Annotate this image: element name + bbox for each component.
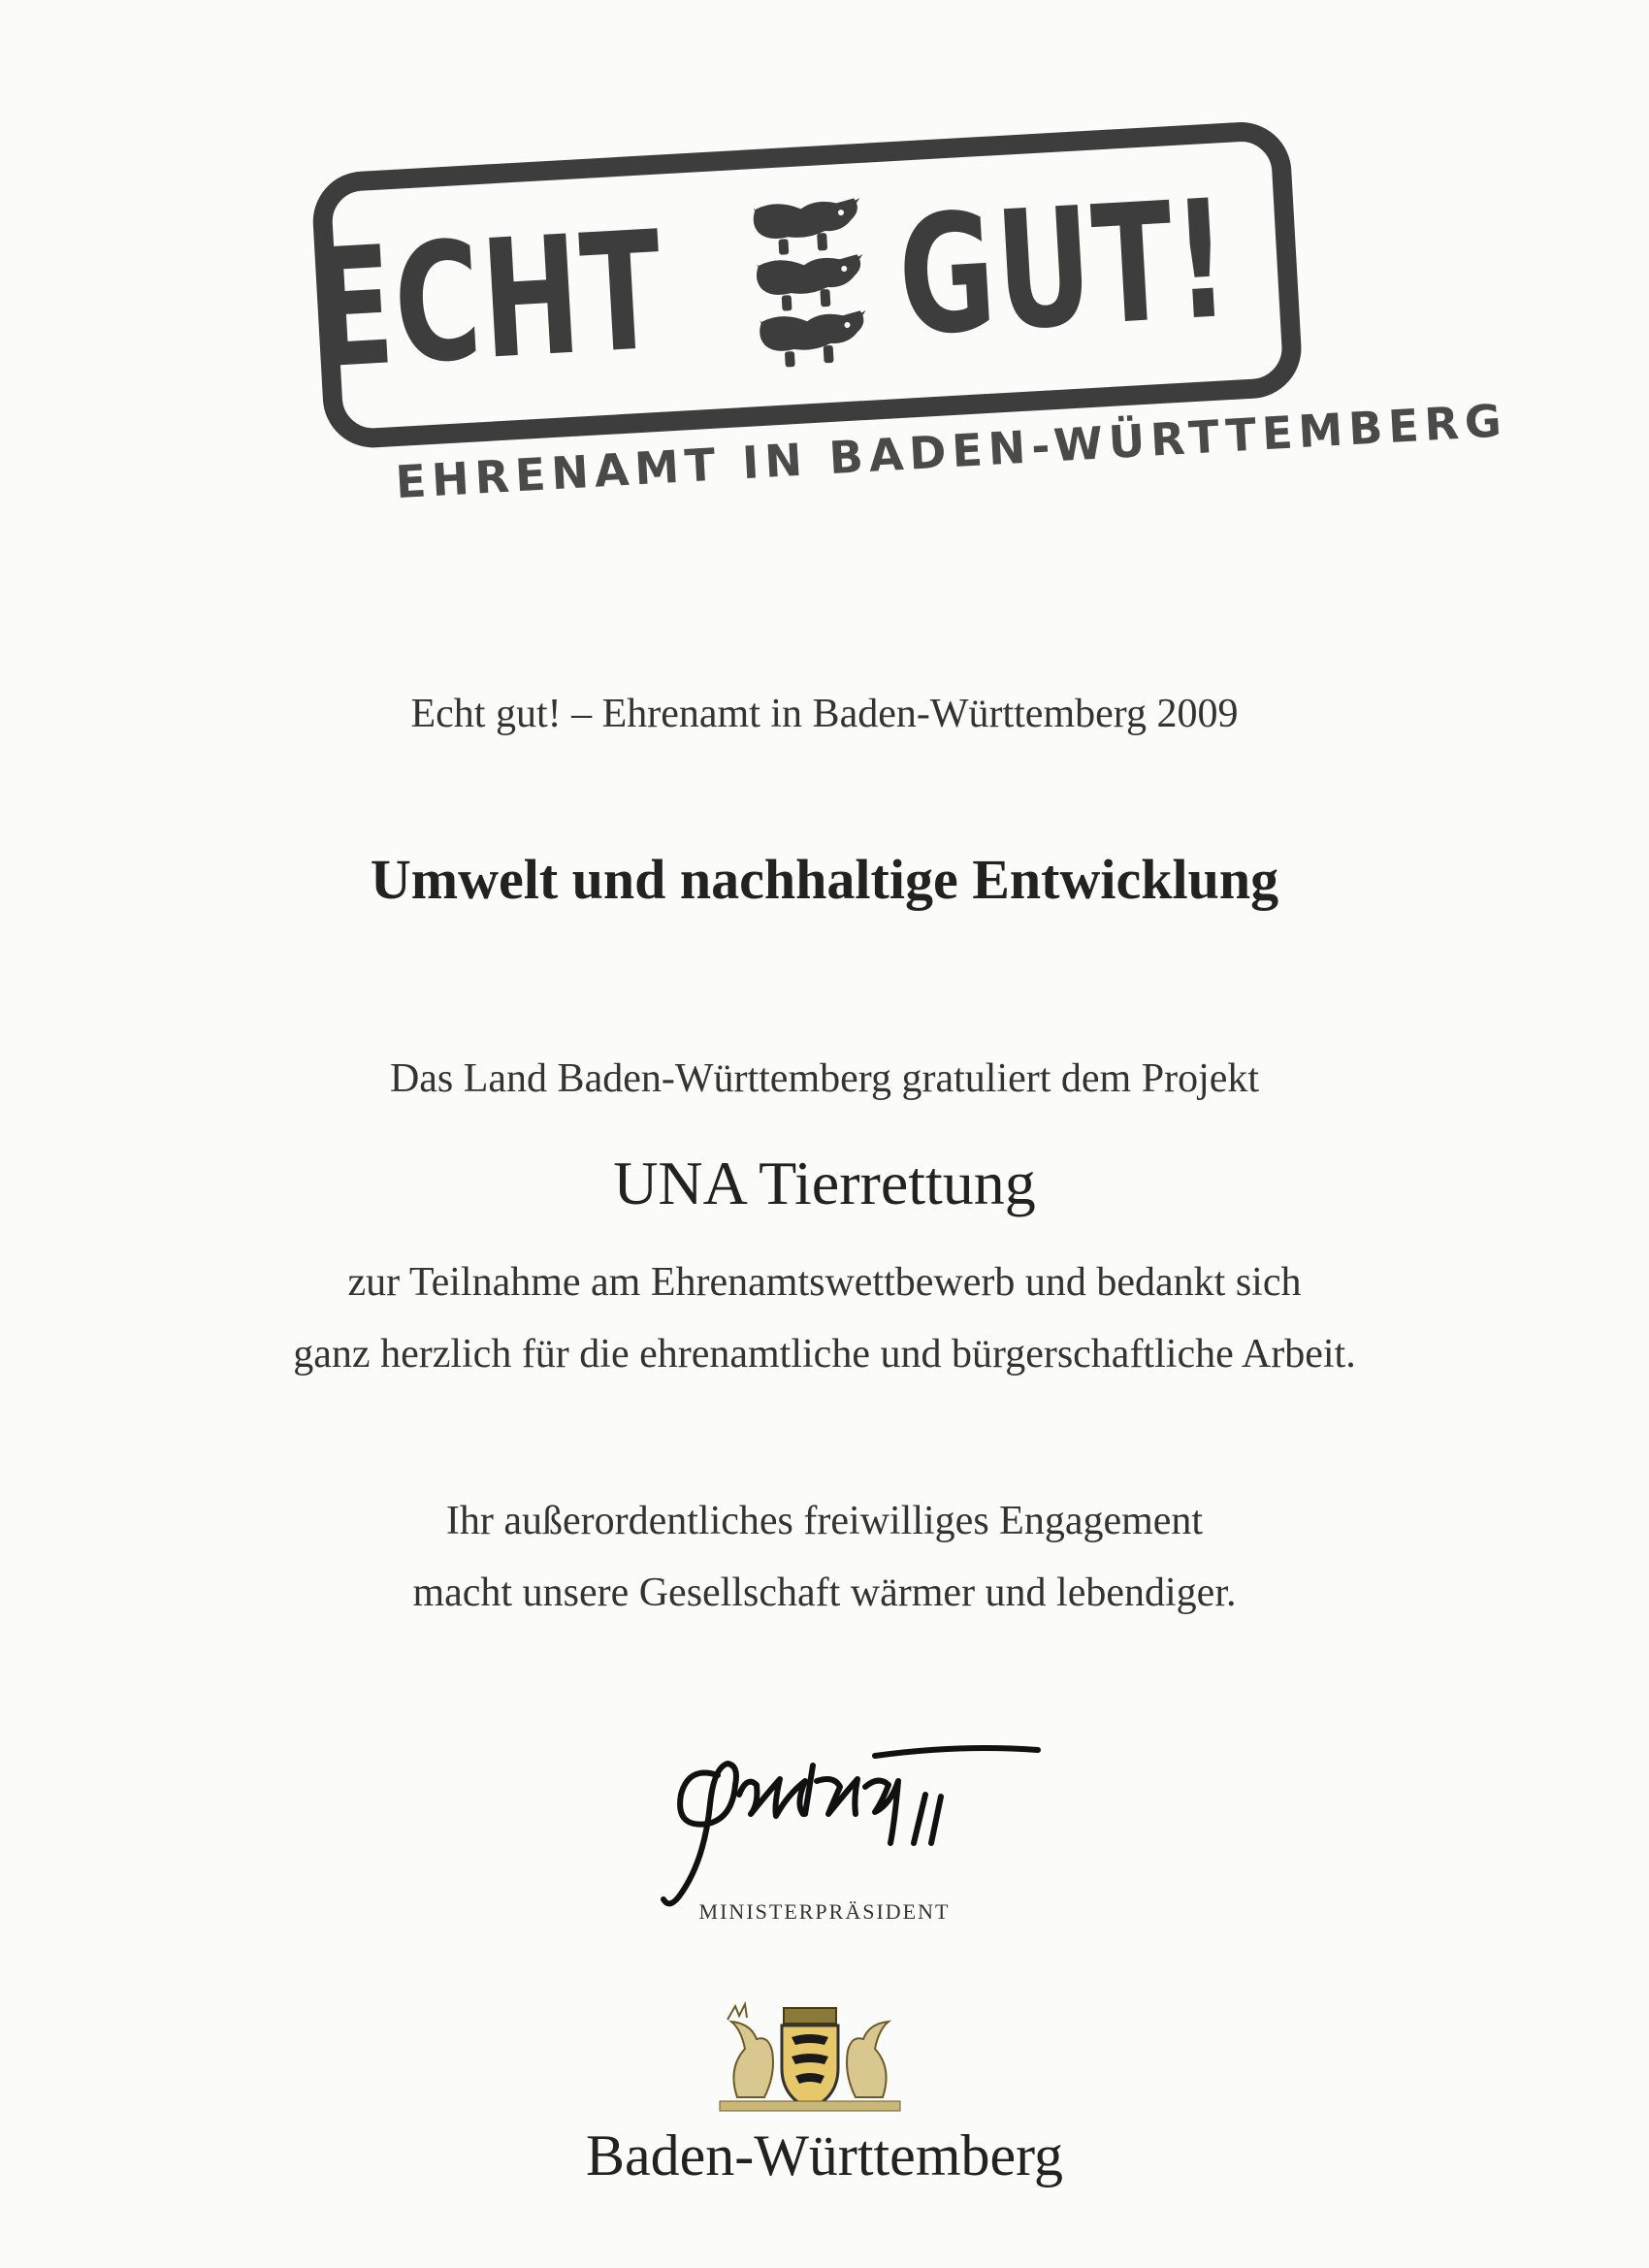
three-lions-shield-icon <box>747 192 878 373</box>
logo-word-right: GUT! <box>893 164 1235 373</box>
intro-text: Das Land Baden-Württemberg gratuliert dem Projekt <box>389 1056 1260 1101</box>
echt-gut-logo <box>307 117 1509 552</box>
body-line-1: zur Teilnahme am Ehrenamtswettbewerb und bedankt sich <box>347 1260 1302 1305</box>
signature-icon <box>650 1736 1057 1921</box>
logo-word-left: ECHT <box>307 195 668 405</box>
body-line-2: ganz herzlich für die ehrenamtliche und bürgerschaftliche Arbeit. <box>293 1332 1356 1377</box>
category-heading: Umwelt und nachhaltige Entwicklung <box>370 848 1279 911</box>
project-name: UNA Tierrettung <box>613 1149 1036 1217</box>
closing-line-2: macht unsere Gesellschaft wärmer und lebendiger. <box>412 1571 1237 1615</box>
competition-title: Echt gut! – Ehrenamt in Baden-Württemberg 2009 <box>410 692 1239 736</box>
state-coat-of-arms-icon <box>718 2000 902 2117</box>
state-name: Baden-Württemberg <box>585 2123 1064 2187</box>
signatory-title: MINISTERPRÄSIDENT <box>698 1899 951 1924</box>
closing-line-1: Ihr außerordentliches freiwilliges Engagement <box>445 1499 1204 1543</box>
logo-subtitle: EHRENAMT IN BADEN-WÜRTTEMBERG <box>394 394 1509 509</box>
